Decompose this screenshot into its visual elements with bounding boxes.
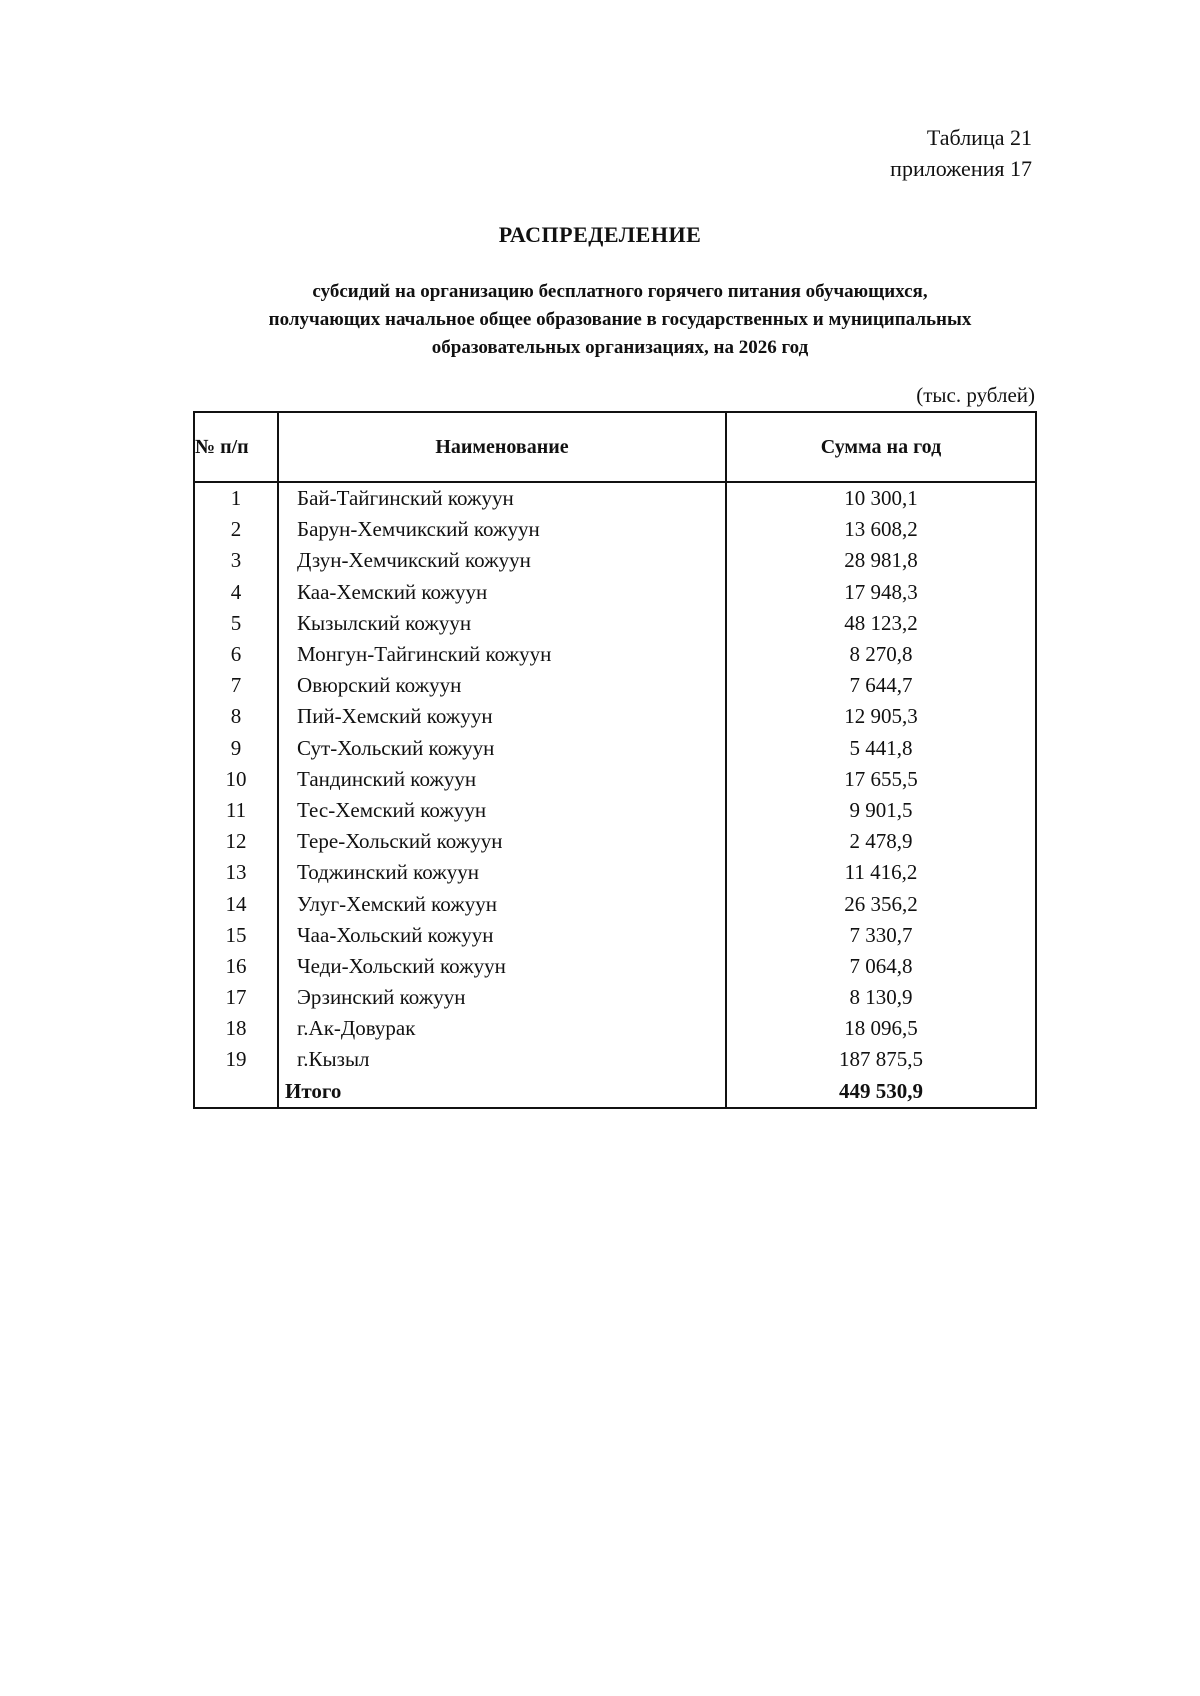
header-number: № п/п (194, 412, 278, 482)
row-number: 8 (194, 701, 278, 732)
table-row (194, 982, 1036, 1013)
row-sum: 187 875,5 (726, 1044, 1036, 1075)
row-name: Улуг-Хемский кожуун (278, 888, 726, 919)
row-name: Монгун-Тайгинский кожуун (278, 639, 726, 670)
row-sum: 17 948,3 (726, 577, 1036, 608)
table-row (194, 639, 1036, 670)
row-name: Кызылский кожуун (278, 608, 726, 639)
row-number: 12 (194, 826, 278, 857)
row-sum: 7 330,7 (726, 920, 1036, 951)
document-title: РАСПРЕДЕЛЕНИЕ (498, 222, 702, 247)
row-sum: 7 064,8 (726, 951, 1036, 982)
table-row (194, 1044, 1036, 1075)
row-number: 4 (194, 577, 278, 608)
row-name: Эрзинский кожуун (278, 982, 726, 1013)
table-row (194, 1013, 1036, 1044)
row-number: 5 (194, 608, 278, 639)
row-number: 3 (194, 545, 278, 576)
row-name: Барун-Хемчикский кожуун (278, 514, 726, 545)
table-row (194, 857, 1036, 888)
row-sum: 13 608,2 (726, 514, 1036, 545)
table-number: Таблица 21 (926, 125, 1032, 150)
table-header-row (194, 412, 1036, 482)
row-number: 11 (194, 795, 278, 826)
table-row (194, 733, 1036, 764)
row-number: 13 (194, 857, 278, 888)
row-sum: 5 441,8 (726, 733, 1036, 764)
subtitle-line: субсидий на организацию бесплатного горячего питания обучающихся, (312, 281, 928, 302)
row-name: Тандинский кожуун (278, 764, 726, 795)
row-sum: 17 655,5 (726, 764, 1036, 795)
table-body (194, 482, 1036, 1108)
table-reference (890, 122, 1032, 184)
table-row (194, 514, 1036, 545)
row-name: Чеди-Хольский кожуун (278, 951, 726, 982)
row-sum: 18 096,5 (726, 1013, 1036, 1044)
row-name: Пий-Хемский кожуун (278, 701, 726, 732)
table-row (194, 577, 1036, 608)
row-number: 7 (194, 670, 278, 701)
row-name: Сут-Хольский кожуун (278, 733, 726, 764)
document-subtitle (180, 278, 1060, 362)
units-label: (тыс. рублей) (916, 383, 1035, 407)
subtitle-line: образовательных организациях, на 2026 год (431, 337, 809, 358)
row-name: Бай-Тайгинский кожуун (278, 482, 726, 514)
row-sum: 9 901,5 (726, 795, 1036, 826)
row-number: 9 (194, 733, 278, 764)
header-sum: Сумма на год (726, 412, 1036, 482)
table-row (194, 764, 1036, 795)
row-name: Каа-Хемский кожуун (278, 577, 726, 608)
row-number: 18 (194, 1013, 278, 1044)
table-row (194, 545, 1036, 576)
row-sum: 26 356,2 (726, 888, 1036, 919)
row-name: Тере-Хольский кожуун (278, 826, 726, 857)
total-number (194, 1076, 278, 1108)
row-name: г.Ак-Довурак (278, 1013, 726, 1044)
row-number: 15 (194, 920, 278, 951)
distribution-table (193, 411, 1037, 1109)
table-row (194, 920, 1036, 951)
table-row (194, 482, 1036, 514)
row-sum: 7 644,7 (726, 670, 1036, 701)
row-name: Овюрский кожуун (278, 670, 726, 701)
table-row (194, 888, 1036, 919)
row-sum: 11 416,2 (726, 857, 1036, 888)
table-row (194, 670, 1036, 701)
row-name: Тоджинский кожуун (278, 857, 726, 888)
row-sum: 12 905,3 (726, 701, 1036, 732)
total-sum: 449 530,9 (726, 1076, 1036, 1108)
total-row (194, 1076, 1036, 1108)
table-row (194, 608, 1036, 639)
row-name: Тес-Хемский кожуун (278, 795, 726, 826)
row-number: 1 (194, 482, 278, 514)
appendix-number: приложения 17 (890, 156, 1032, 181)
header-name: Наименование (278, 412, 726, 482)
row-sum: 10 300,1 (726, 482, 1036, 514)
row-name: Чаа-Хольский кожуун (278, 920, 726, 951)
row-sum: 48 123,2 (726, 608, 1036, 639)
row-number: 19 (194, 1044, 278, 1075)
row-name: Дзун-Хемчикский кожуун (278, 545, 726, 576)
table-row (194, 951, 1036, 982)
row-number: 17 (194, 982, 278, 1013)
row-number: 6 (194, 639, 278, 670)
row-number: 2 (194, 514, 278, 545)
row-sum: 8 130,9 (726, 982, 1036, 1013)
row-sum: 2 478,9 (726, 826, 1036, 857)
row-sum: 8 270,8 (726, 639, 1036, 670)
row-name: г.Кызыл (278, 1044, 726, 1075)
row-number: 14 (194, 888, 278, 919)
table-row (194, 826, 1036, 857)
total-label: Итого (278, 1076, 726, 1108)
subtitle-line: получающих начальное общее образование в государственных и муниципальных (268, 309, 972, 330)
table-row (194, 795, 1036, 826)
row-number: 16 (194, 951, 278, 982)
table-row (194, 701, 1036, 732)
row-number: 10 (194, 764, 278, 795)
row-sum: 28 981,8 (726, 545, 1036, 576)
